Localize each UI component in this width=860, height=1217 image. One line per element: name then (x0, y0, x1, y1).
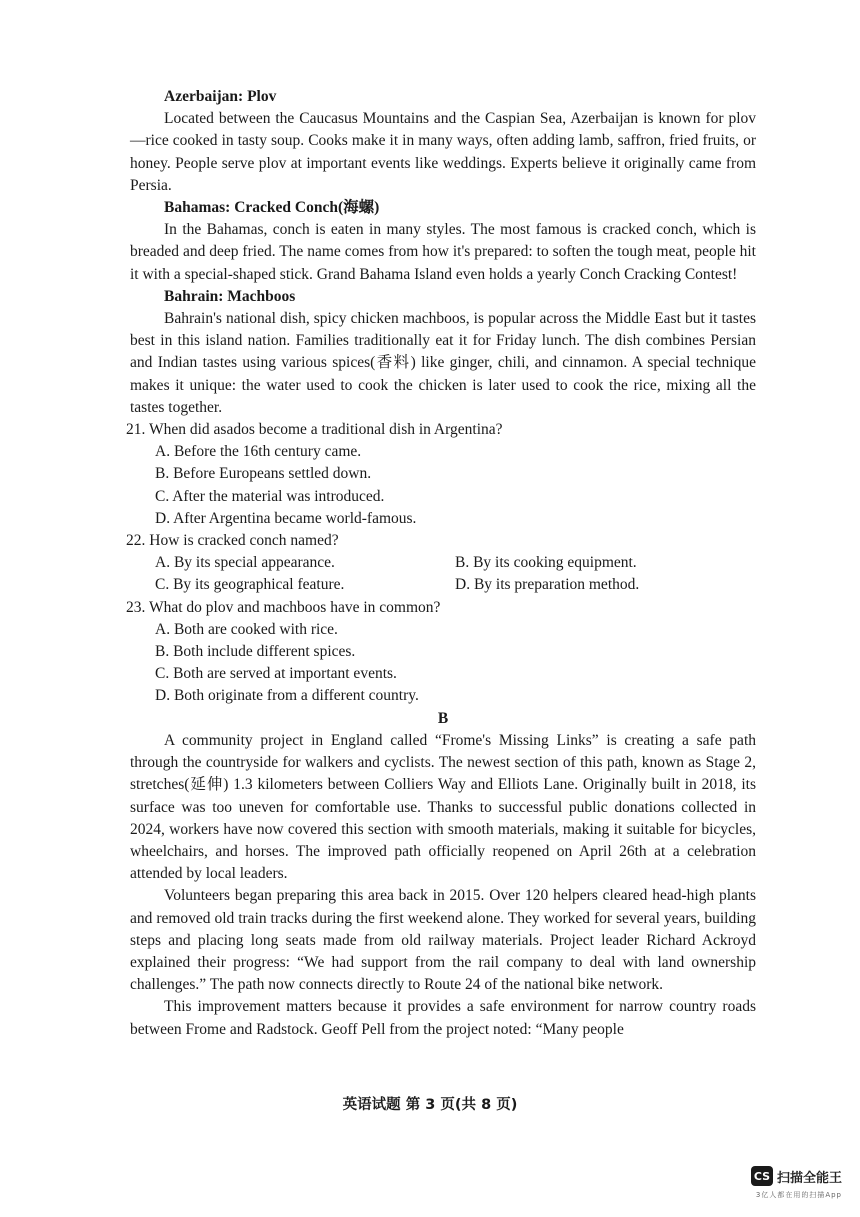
camscanner-logo-icon: CS (751, 1166, 773, 1186)
question-22-option-c[interactable]: C. By its geographical feature. (155, 576, 345, 594)
section-b-paragraph-3: This improvement matters because it provides a safe environment for narrow country roads between Frome and Radstock. Geoff Pell from the project noted: “Many people (130, 998, 756, 1038)
question-21-option-b[interactable]: B. Before Europeans settled down. (155, 465, 372, 483)
section-b-paragraph-1: A community project in England called “Frome's Missing Links” is creating a safe path through the countryside for walkers and cyclists. The newest section of this path, known as Stage 2, stretches(延伸) 1.3 kilometers between Colliers Way and Elliots Lane. Originally built in 2018, its surface was too uneven for comfortable use. Thanks to successful public donations collected in 2024, workers have now covered this section with smooth materials, making it suitable for bicycles, wheelchairs, and horses. The improved path officially reopened on April 26th at a celebration attended by local leaders. (130, 731, 756, 883)
question-22-option-d[interactable]: D. By its preparation method. (455, 576, 640, 594)
question-21-option-c[interactable]: C. After the material was introduced. (155, 487, 385, 505)
watermark-tagline: 3亿人都在用的扫描App (755, 1191, 842, 1199)
question-23-option-a[interactable]: A. Both are cooked with rice. (155, 620, 338, 638)
heading-bahamas: Bahamas: Cracked Conch(海螺) (164, 199, 380, 217)
heading-azerbaijan: Azerbaijan: Plov (164, 88, 277, 105)
question-23-option-c[interactable]: C. Both are served at important events. (155, 665, 397, 683)
watermark-app-name: 扫描全能王 (776, 1170, 842, 1186)
paragraph-bahrain: Bahrain's national dish, spicy chicken machboos, is popular across the Middle East but it tastes best in this island nation. Families traditionally eat it for Friday lunch. The dish combines Persian and Indian tastes using various spices(香料) like ginger, chili, and cinnamon. A special technique makes it unique: the water used to cook the chicken is later used to cook the rice, mixing all the tastes together. (130, 310, 756, 416)
question-21-option-d[interactable]: D. After Argentina became world-famous. (155, 509, 417, 527)
section-b-paragraph-2: Volunteers began preparing this area back in 2015. Over 120 helpers cleared head-high plants and removed old train tracks during the first weekend alone. They worked for several years, building steps and placing long seats made from old railway materials. Project leader Richard Ackroyd explained their progress: “We had support from the rail company to deal with land ownership challenges.” The path now connects directly to Route 24 of the national bike network. (130, 887, 756, 994)
question-23-stem: 23. What do plov and machboos have in common? (126, 598, 441, 616)
paragraph-bahamas: In the Bahamas, conch is eaten in many styles. The most famous is cracked conch, which is breaded and deep fried. The name comes from how it's prepared: to soften the tough meat, people hit it with a special-shaped stick. Grand Bahama Island even holds a yearly Conch Cracking Contest! (130, 221, 756, 283)
heading-bahrain: Bahrain: Machboos (164, 287, 296, 305)
paragraph-azerbaijan: Located between the Caucasus Mountains and the Caspian Sea, Azerbaijan is known for plov—rice cooked in tasty soup. Cooks make it in many ways, often adding lamb, saffron, fried fruits, or honey. People serve plov at important events like weddings. Experts believe it originally came from Persia. (130, 110, 756, 194)
question-22-stem: 22. How is cracked conch named? (126, 532, 339, 550)
watermark-top (751, 1166, 842, 1186)
question-22-option-b[interactable]: B. By its cooking equipment. (455, 554, 637, 572)
question-22-options-row-1 (130, 552, 756, 574)
question-21-stem: 21. When did asados become a traditional dish in Argentina? (126, 421, 503, 439)
section-b-label: B (437, 709, 449, 727)
question-21-option-a[interactable]: A. Before the 16th century came. (155, 443, 362, 461)
question-23-option-b[interactable]: B. Both include different spices. (155, 643, 356, 661)
question-22-options-row-2 (130, 574, 756, 596)
question-23-option-d[interactable]: D. Both originate from a different country. (155, 687, 419, 705)
page-footer: 英语试题 第 3 页(共 8 页) (342, 1097, 518, 1113)
passage-content (126, 86, 756, 1041)
question-22-option-a[interactable]: A. By its special appearance. (155, 554, 335, 572)
scanner-watermark (751, 1166, 842, 1200)
